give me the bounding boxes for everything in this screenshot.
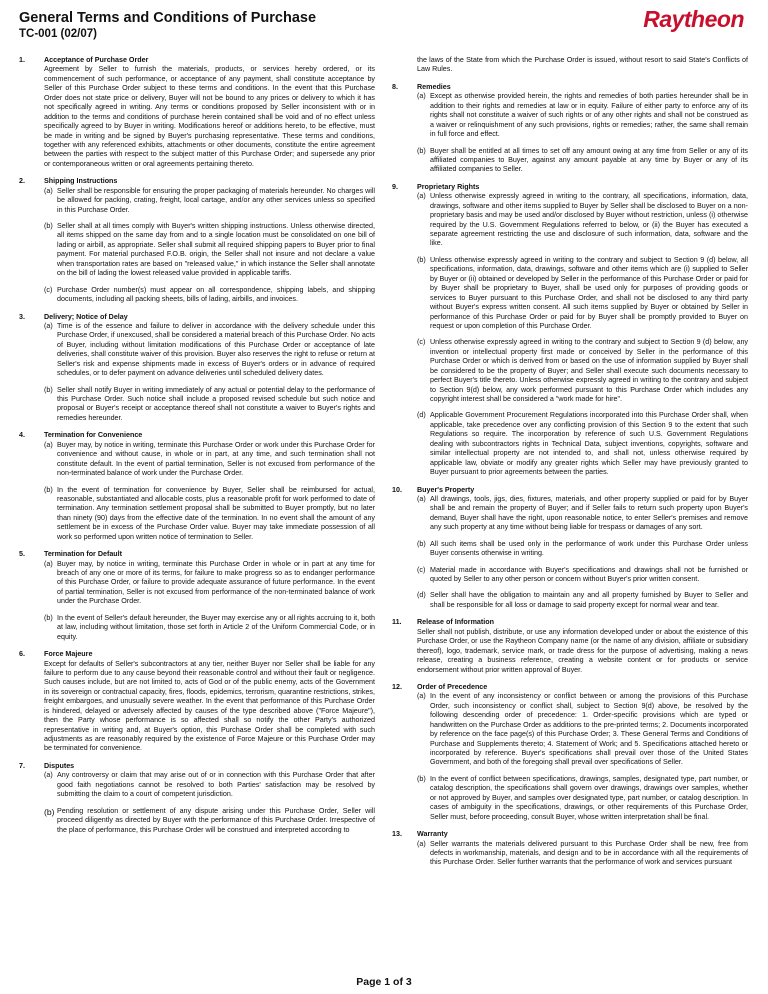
raytheon-logo: Raytheon [643, 6, 744, 32]
clause-b: (b) Pending resolution or settlement of any dispute arising under this Purchase Order, Seller will proceed diligently as directed by Buyer with the performance of this Purchase Order. Irrespective of the place of performance, this Purchase Order will be construed and interpreted according to [44, 806, 375, 834]
section-6: 6. Force Majeure Except for defaults of Seller's subcontractors at any tier, neither Buyer nor Seller shall be liable for any failure to perform due to any cause beyond their reasonable control and without their fault or negligence. Such causes include, but are not limited to, acts of God or of the public enemy, acts of the Government in its sovereign or contractual capacity, fires, floods, epidemics, terrorism, quarantine restrictions, strikes, freight embargoes, and unusually severe weather. In the event that performance of this Purchase Order is hindered, delayed or adversely affected by causes of the type described above ("Force Majeure"), then the Party whose performance is so affected shall so notify the other Party's authorized representative in writing and, at Buyer's option, this Purchase Order shall be completed with such adjustments as are reasonably required by the existence of Force Majeure or this Purchase Order may be terminated for convenience. [19, 650, 375, 753]
clause-a: (a) Buyer may, by notice in writing, terminate this Purchase Order in whole or in part at any time for breach of any one or more of its terms, for failure to make progress so as to endanger performance of this Purchase Order, or failure to provide adequate assurance of future performance. In the event of partial termination, Seller is not excused from performance of the non-terminated balance of work under the Purchase Order. [44, 559, 375, 606]
clause-a: (a) All drawings, tools, jigs, dies, fixtures, materials, and other property supplied or paid for by Buyer shall be and remain the property of Buyer; and if Seller fails to return such property upon Buyer's demand, Buyer shall have the right, upon reasonable notice, to enter Seller's premises and remove any such property at any time without being liable for trespass or damages of any sort. [417, 494, 748, 532]
section-10: 10. Buyer's Property (a) All drawings, tools, jigs, dies, fixtures, materials, and other property supplied or paid for by Buyer shall be and remain the property of Buyer; and if Seller fails to return such property upon Buyer's demand, Buyer shall have the right, upon reasonable notice, to enter Seller's premises and remove any such property at any time without being liable for trespass or damages of any sort. (b) All such items shall be used only in the performance of work under this Purchase Order unless Buyer consents otherwise in writing. (c) Material made in accordance with Buyer's specifications and drawings shall not be furnished or quoted by Seller to any other person or concern without Buyer's prior written consent. (d) Seller shall have the obligation to maintain any and all property furnished by Buyer to Seller and shall be responsible for all loss or damage to said property except for normal wear and tear. [392, 485, 748, 609]
section-title: Shipping Instructions [44, 177, 118, 186]
section-7: 7. Disputes (a) Any controversy or claim that may arise out of or in connection with this Purchase Order that after good faith negotiations cannot be resolved to both Parties' satisfaction may be resolved by submitting the claim to a court of competent jurisdiction. (b) Pending resolution or settlement of any dispute arising under this Purchase Order, Seller will proceed diligently as directed by Buyer with the performance of this Purchase Order. Irrespective of the place of performance, this Purchase Order will be construed and interpreted according to [19, 761, 375, 834]
section-1: 1. Acceptance of Purchase Order Agreement by Seller to furnish the materials, products, or services hereby ordered, or its commencement of such performance, or acceptance of any payment, shall constitute acceptance by Seller of this Purchase Order subject to these terms and conditions. In the event that this Purchase Order does not state price or delivery, Buyer will not be bound to any prices or delivery to which it has not specifically agreed in writing. Any terms or conditions proposed by Seller inconsistent with or in addition to the terms and conditions of purchase herein contained shall be void and of no effect unless specifically agreed to by Buyer in writing. Modifications hereof or additions hereto, to be effective, must be made in writing and be signed by Buyer's purchasing representative. These terms and conditions, together with any referenced exhibits, attachments or other documents, constitute the entire agreement between the parties with respect to the subject matter of this Purchase Order; and supersede any prior or contemporaneous written or oral agreements pertaining thereto. [19, 56, 375, 168]
clause-b: (b) In the event of termination for convenience by Buyer, Seller shall be reimbursed for actual, reasonable, substantiated and allocable costs, plus a reasonable profit for work performed to date of termination. Any termination settlement proposal shall be submitted to Buyer promptly, but no later than ninety (90) days from the effective date of the termination. In no event shall the amount of any settlement be in excess of the Purchase Order value. Buyer may take immediate possession of all work so performed upon written notice of termination to Seller. [44, 485, 375, 541]
section-title: Delivery; Notice of Delay [44, 312, 128, 321]
clause-d: (d) Seller shall have the obligation to maintain any and all property furnished by Buyer to Seller and shall be responsible for all loss or damage to said property except for normal wear and tear. [417, 591, 748, 609]
clause-b: (b) Seller shall at all times comply with Buyer's written shipping instructions. Unless otherwise directed, all items shipped on the same day from and to a single location must be consolidated on one bill of lading or airbill, as appropriate. Seller shall submit all required shipping papers to Buyer prior to final payment. For material purchased F.O.B. origin, the Seller shall not insure and not declare a value when transportation rates are based on "released value," in which instance the Seller shall annotate on the bill of lading the lowest released value provided in applicable tariffs. [44, 222, 375, 278]
right-column [392, 56, 748, 876]
section-title: Disputes [44, 761, 75, 770]
clause-b: (b) Seller shall notify Buyer in writing immediately of any actual or potential delay to the performance of this Purchase Order. Such notice shall include a proposed revised schedule but such notice and proposal or Buyer's receipt or acceptance thereof shall not constitute a waiver to Buyer's rights and remedies hereunder. [44, 385, 375, 422]
clause-b: (b) In the event of conflict between specifications, drawings, samples, designated type, part number, or catalog description, the specifications shall govern over drawings, drawings over samples, whether or not approved by Buyer, and samples over designated type, part number, or catalog description. In cases of ambiguity in the specifications, drawings, or other requirements of this Purchase Order, Seller must, before proceeding, consult Buyer, whose written interpretation shall be final. [417, 774, 748, 821]
section-9: 9. Proprietary Rights (a) Unless otherwise expressly agreed in writing to the contrary, all specifications, information, data, drawings, software and other items supplied to Buyer by Seller shall be disclosed to Buyer on a non-proprietary basis and may be used and/or disclosed by Buyer without restriction, unless (i) otherwise required by the U.S. Government Regulations referred to below, or (ii) the Buyer has executed a separate agreement restricting the use and disclosure of such information, data, software and the like. (b) Unless otherwise expressly agreed in writing to the contrary and subject to Section 9 (d) below, all specifications, information, data, drawings, software and other items which are (i) supplied to Seller by Buyer or (ii) obtained or developed by Seller in the performance of this Purchase Order or paid for by Buyer shall be proprietary to Buyer, shall be used only for purposes of providing goods or services to Buyer pursuant to this Purchase Order, and shall not be disclosed to any third party without Buyer's express written consent. All such items supplied by Buyer or obtained by Seller in performance of this Purchase Order or paid for by Buyer shall be promptly provided to Buyer on request or upon completion of this Purchase Order. (c) Unless otherwise expressly agreed in writing to the contrary and subject to Section 9 (d) below, any invention or intellectual property first made or conceived by Seller in the performance of this Purchase Order or which is derived from or based on the use of information supplied by Buyer shall be considered to be the property of Buyer; and Seller shall execute such documents necessary to perfect Buyer's title thereto. Unless otherwise expressly agreed in writing to the contrary and subject to Section 9(d) below, any work performed pursuant to this Purchase Order which includes any copyright interest shall be considered a "work made for hire". (d) Applicable Government Procurement Regulations incorporated into this Purchase Order shall, when applicable, take precedence over any conflicting provision of this Section 9 to the extent that such Regulations so require. The incorporation by reference of such U.S. Government Regulations dealing with subcontractors rights in Technical Data, subject inventions, copyrights, software and similar intellectual property are not intended to, and shall not, unless otherwise required by applicable law, obviate or modify any greater rights which Seller may have previously granted to Buyer pursuant to prior agreements between the parties. [392, 182, 748, 477]
section-8: 8. Remedies (a) Except as otherwise provided herein, the rights and remedies of both parties hereunder shall be in addition to their rights and remedies at law or in equity. Failure of either party to enforce any of its rights shall not constitute a waiver of such rights or of any other rights and shall not be construed as a waiver or relinquishment of any such provisions, rights or remedies; rather, the same shall remain in full force and effect. (b) Buyer shall be entitled at all times to set off any amount owing at any time from Seller or any of its affiliated companies to Buyer, against any amount payable at any time by Buyer or any of its affiliated companies to Seller. [392, 82, 748, 174]
clause-b: (b) Buyer shall be entitled at all times to set off any amount owing at any time from Seller or any of its affiliated companies to Buyer, against any amount payable at any time by Buyer or any of its affiliated companies to Seller. [417, 146, 748, 174]
section-title: Force Majeure [44, 650, 93, 659]
section-title: Remedies [417, 82, 451, 91]
section-4: 4. Termination for Convenience (a) Buyer may, by notice in writing, terminate this Purchase Order or work under this Purchase Order for convenience and without cause, in whole or in part, at any time, and such termination shall not constitute default. In the event of partial termination, Seller is not excused from performance of the non-terminated balance of work under the Purchase Order. (b) In the event of termination for convenience by Buyer, Seller shall be reimbursed for actual, reasonable, substantiated and allocable costs, plus a reasonable profit for work performed to date of termination. Any termination settlement proposal shall be submitted to Buyer promptly, but no later than ninety (90) days from the effective date of the termination. In no event shall the amount of any settlement be in excess of the Purchase Order value. Buyer may take immediate possession of all work so performed upon written notice of termination to Seller. [19, 431, 375, 541]
clause-a: (a) Time is of the essence and failure to deliver in accordance with the delivery schedule under this Purchase Order, if unexcused, shall be considered a material breach of this Purchase Order. No acts of Buyer, including without limitation modifications of this Purchase Order or acceptance of late deliveries, shall constitute waiver of this provision. Buyer also reserves the right to refuse or return at Seller's risk and expense shipments made in excess of Buyer's orders or in advance of required schedules, or to defer payment on advance deliveries until scheduled delivery dates. [44, 321, 375, 378]
clause-a: (a) Except as otherwise provided herein, the rights and remedies of both parties hereunder shall be in addition to their rights and remedies at law or in equity. Failure of either party to enforce any of its rights shall not constitute a waiver of such rights or of any other rights and shall not be construed as a waiver or relinquishment of any such provisions, rights or remedies; rather, the same shall remain in full force and effect. [417, 92, 748, 139]
clause-a: (a) Seller warrants the materials delivered pursuant to this Purchase Order shall be new, free from defects in workmanship, materials, and design and to be in accordance with all the requirements of this Purchase Order. Seller further warrants that the performance of work and services pursuant [417, 839, 748, 867]
clause-d: (d) Applicable Government Procurement Regulations incorporated into this Purchase Order shall, when applicable, take precedence over any conflicting provision of this Section 9 to the extent that such Regulations so require. The incorporation by reference of such U.S. Government Regulations dealing with subcontractors rights in Technical Data, subject inventions, copyrights, software and similar intellectual property are not intended to, and shall not, unless otherwise required by applicable law, obviate or modify any greater rights which Seller may have previously granted to Buyer pursuant to prior agreements between the parties. [417, 411, 748, 477]
section-3: 3. Delivery; Notice of Delay (a) Time is of the essence and failure to deliver in accordance with the delivery schedule under this Purchase Order, if unexcused, shall be considered a material breach of this Purchase Order. No acts of Buyer, including without limitation modifications of this Purchase Order or acceptance of late deliveries, shall constitute waiver of this provision. Buyer also reserves the right to refuse or return at Seller's risk and expense shipments made in excess of Buyer's orders or in advance of required schedules, or to defer payment on advance deliveries until scheduled delivery dates. (b) Seller shall notify Buyer in writing immediately of any actual or potential delay to the performance of this Purchase Order. Such notice shall include a proposed revised schedule but such notice and proposal or Buyer's receipt or acceptance thereof shall not constitute a waiver to Buyer's rights and remedies hereunder. [19, 312, 375, 422]
clause-b: (b) In the event of Seller's default hereunder, the Buyer may exercise any or all rights accruing to it, both at law, including without limitation, those set forth in Article 2 of the Uniform Commercial Code, or in equity. [44, 613, 375, 641]
clause-a: (a) Seller shall be responsible for ensuring the proper packaging of materials hereunder. No charges will be allowed for packing, crating, freight, local cartage, and/or any other services unless so specified in this Purchase Order. [44, 186, 375, 214]
document-title: General Terms and Conditions of Purchase [19, 10, 317, 26]
section-title: Warranty [417, 830, 448, 839]
section-7-continued: the laws of the State from which the Purchase Order is issued, without resort to said State's Conflicts of Law Rules. [417, 56, 748, 74]
clause-c: (c) Purchase Order number(s) must appear on all correspondence, shipping labels, and shipping documents, including all packing sheets, bills of lading, airbills, and invoices. [44, 285, 375, 304]
section-title: Buyer's Property [417, 485, 475, 494]
section-text: Except for defaults of Seller's subcontractors at any tier, neither Buyer nor Seller shall be liable for any failure to perform due to any cause beyond their reasonable control and without their fault or negligence. Such causes include, but are not limited to, acts of God or of the public enemy, acts of the Government in its sovereign or contractual capacity, fires, floods, epidemics, terrorism, quarantine restrictions, strikes, freight embargoes, and unusually severe weather. In the event that performance of this Purchase Order is hindered, delayed or adversely affected by causes of the type described above ("Force Majeure"), then the Party whose performance is so affected shall so notify the other Party's authorized representative in writing and, at Buyer's option, this Purchase Order shall be completed with such adjustments as are reasonably required by the existence of Force Majeure or this Purchase Order may be terminated for convenience. [44, 659, 375, 753]
clause-a: (a) In the event of any inconsistency or conflict between or among the provisions of this Purchase Order, such inconsistency or conflict shall, subject to Section 9(d) above, be resolved by the following descending order of precedence: 1. Order-specific provisions which are typed or handwritten on the Purchase Order as additions to the pre-printed terms; 2. Documents incorporated by reference on the face page(s) of this Purchase Order; 3. These General Terms and Conditions of Purchase and Supplements thereto; 4. Statement of Work; and 5. Specifications attached hereto or incorporated by reference. Buyer's specifications shall prevail over those of the United States Government, and both of the foregoing shall prevail over specifications of Seller. [417, 692, 748, 767]
clause-c: (c) Material made in accordance with Buyer's specifications and drawings shall not be furnished or quoted by Seller to any other person or concern without Buyer's prior written consent. [417, 565, 748, 583]
section-title: Order of Precedence [417, 682, 488, 691]
section-text: Agreement by Seller to furnish the materials, products, or services hereby ordered, or its commencement of such performance, or acceptance of any payment, shall constitute acceptance by Seller of this Purchase Order subject to these terms and conditions. In the event that this Purchase Order does not state price or delivery, Buyer will not be bound to any prices or delivery to which it has not specifically agreed in writing. Any terms or conditions proposed by Seller inconsistent with or in addition to the terms and conditions of purchase herein contained shall be void and of no effect unless specifically agreed to by Buyer in writing. Modifications hereof or additions hereto, to be effective, must be made in writing and be signed by Buyer's purchasing representative. These terms and conditions, together with any referenced exhibits, attachments or other documents, constitute the entire agreement between the parties with respect to the subject matter of this Purchase Order; and supersede any prior or contemporaneous written or oral agreements pertaining thereto. [44, 65, 375, 168]
section-11: 11. Release of Information Seller shall not publish, distribute, or use any information developed under or about the existence of this Purchase Order, or use the Raytheon Company name (or the name of any division, affiliate or subsidiary thereof), logo, trademark, service mark, or trade dress for the purpose of advertising, making a news release, creating a business reference, creating a website content or for products or service endorsement without prior written approval of Buyer. [392, 618, 748, 674]
section-title: Termination for Default [44, 550, 123, 559]
clause-a: (a) Buyer may, by notice in writing, terminate this Purchase Order or work under this Purchase Order for convenience and without cause, in whole or in part, at any time, and such termination shall not constitute default. In the event of partial termination, Seller is not excused from performance of the non-terminated balance of work under the Purchase Order. [44, 440, 375, 478]
section-title: Release of Information [417, 618, 494, 627]
section-title: Termination for Convenience [44, 431, 143, 440]
section-title: Proprietary Rights [417, 182, 480, 191]
form-code: TC-001 (02/07) [19, 28, 97, 40]
section-13: 13. Warranty (a) Seller warrants the materials delivered pursuant to this Purchase Order shall be new, free from defects in workmanship, materials, and design and to be in accordance with all the requirements of this Purchase Order. Seller further warrants that the performance of work and services pursuant [392, 830, 748, 867]
page-number: Page 1 of 3 [356, 976, 412, 988]
clause-b: (b) Unless otherwise expressly agreed in writing to the contrary and subject to Section 9 (d) below, all specifications, information, data, drawings, software and other items which are (i) supplied to Seller by Buyer or (ii) obtained or developed by Seller in the performance of this Purchase Order or paid for by Buyer shall be proprietary to Buyer, shall be used only for purposes of providing goods or services to Buyer pursuant to this Purchase Order, and shall not be disclosed to any third party without Buyer's express written consent. All such items supplied by Buyer or obtained by Seller in performance of this Purchase Order or paid for by Buyer shall be promptly provided to Buyer on request or upon completion of this Purchase Order. [417, 255, 748, 330]
clause-c: (c) Unless otherwise expressly agreed in writing to the contrary and subject to Section 9 (d) below, any invention or intellectual property first made or conceived by Seller in the performance of this Purchase Order or which is derived from or based on the use of information supplied by Buyer shall be considered to be the property of Buyer; and Seller shall execute such documents necessary to perfect Buyer's title thereto. Unless otherwise expressly agreed in writing to the contrary and subject to Section 9(d) below, any work performed pursuant to this Purchase Order which includes any copyright interest shall be considered a "work made for hire". [417, 338, 748, 403]
left-column [19, 56, 375, 843]
section-5: 5. Termination for Default (a) Buyer may, by notice in writing, terminate this Purchase Order in whole or in part at any time for breach of any one or more of its terms, for failure to make progress so as to endanger performance of this Purchase Order, or failure to provide adequate assurance of future performance. In the event of partial termination, Seller is not excused from performance of the non-terminated balance of work under the Purchase Order. (b) In the event of Seller's default hereunder, the Buyer may exercise any or all rights accruing to it, both at law, including without limitation, those set forth in Article 2 of the Uniform Commercial Code, or in equity. [19, 550, 375, 641]
section-title: Acceptance of Purchase Order [44, 56, 149, 64]
section-2: 2. Shipping Instructions (a) Seller shall be responsible for ensuring the proper packaging of materials hereunder. No charges will be allowed for packing, crating, freight, local cartage, and/or any other services unless so specified in this Purchase Order. (b) Seller shall at all times comply with Buyer's written shipping instructions. Unless otherwise directed, all items shipped on the same day from and to a single location must be consolidated on one bill of lading or airbill, as appropriate. Seller shall submit all required shipping papers to Buyer prior to final payment. For material purchased F.O.B. origin, the Seller shall not insure and not declare a value when transportation rates are based on "released value," in which instance the Seller shall annotate on the bill of lading the lowest released value provided in applicable tariffs. (c) Purchase Order number(s) must appear on all correspondence, shipping labels, and shipping documents, including all packing sheets, bills of lading, airbills, and invoices. [19, 177, 375, 304]
clause-a: (a) Any controversy or claim that may arise out of or in connection with this Purchase Order that after good faith negotiations cannot be resolved to both Parties' satisfaction may be resolved by submitting the claim to a court of competent jurisdiction. [44, 771, 375, 799]
clause-b: (b) All such items shall be used only in the performance of work under this Purchase Order unless Buyer consents otherwise in writing. [417, 539, 748, 558]
clause-a: (a) Unless otherwise expressly agreed in writing to the contrary, all specifications, information, data, drawings, software and other items supplied to Buyer by Seller shall be disclosed to Buyer on a non-proprietary basis and may be used and/or disclosed by Buyer without restriction, unless (i) otherwise required by the U.S. Government Regulations referred to below, or (ii) the Buyer has executed a separate agreement restricting the use and disclosure of such information, data, software and the like. [417, 192, 748, 248]
section-text: Seller shall not publish, distribute, or use any information developed under or about the existence of this Purchase Order, or use the Raytheon Company name (or the name of any division, affiliate or subsidiary thereof), logo, trademark, service mark, or trade dress for the purpose of advertising, making a news release, creating a business reference, creating a website content or for products or service endorsement without prior written approval of Buyer. [417, 627, 748, 674]
section-12: 12. Order of Precedence (a) In the event of any inconsistency or conflict between or among the provisions of this Purchase Order, such inconsistency or conflict shall, subject to Section 9(d) above, be resolved by the following descending order of precedence: 1. Order-specific provisions which are typed or handwritten on the Purchase Order as additions to the pre-printed terms; 2. Documents incorporated by reference on the face page(s) of this Purchase Order; 3. These General Terms and Conditions of Purchase and Supplements thereto; 4. Statement of Work; and 5. Specifications attached hereto or incorporated by reference. Buyer's specifications shall prevail over those of the United States Government, and both of the foregoing shall prevail over specifications of Seller. (b) In the event of conflict between specifications, drawings, samples, designated type, part number, or catalog description, the specifications shall govern over drawings, drawings over samples, whether or not approved by Buyer, and samples over designated type, part number, or catalog description. In cases of ambiguity in the specifications, drawings, or other requirements of this Purchase Order, Seller must, before proceeding, consult Buyer, whose written interpretation shall be final. [392, 682, 748, 821]
